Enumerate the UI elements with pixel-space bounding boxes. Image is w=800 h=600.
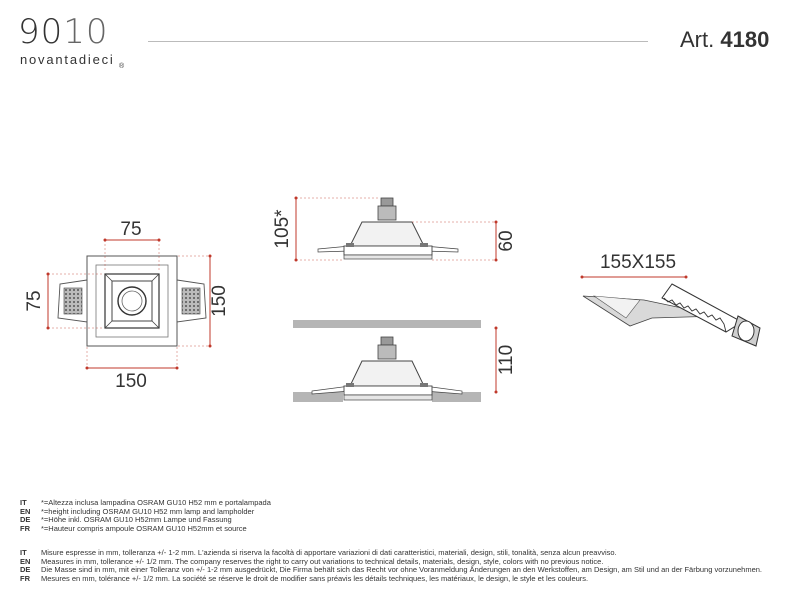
dim-left-height: 75 <box>24 290 45 312</box>
dim-section-height: 110 <box>496 344 517 376</box>
article-number: 4180 <box>720 27 770 52</box>
note-text: *=Höhe inkl. OSRAM GU10 H52mm Lampe und Fassung <box>41 515 232 525</box>
right-grill <box>182 288 200 314</box>
lang-code: FR <box>20 573 30 583</box>
bulb-body <box>378 206 396 220</box>
fixture-body <box>350 222 424 246</box>
logo-registered-mark: ® <box>119 63 125 70</box>
lang-code: IT <box>20 498 27 507</box>
side-view <box>272 198 517 260</box>
logo-digits-a: 90 <box>18 12 64 52</box>
measure-notes <box>20 549 762 583</box>
dim-cutout: 155X155 <box>599 252 677 273</box>
dim-side-height-star: 105* <box>272 209 293 249</box>
lang-code: DE <box>20 515 31 525</box>
note-row <box>20 575 762 584</box>
note-text: Measures in mm, tollerance +/- 1/2 mm. The company reserves the right to carry out variations to technical details, materials, design, style, colors with no previous notice. <box>41 556 604 566</box>
plate-section <box>344 246 432 255</box>
note-text: Misure espresse in mm, tolleranza +/- 1-2 mm. L'azienda si riserva la facoltà di apportare variazioni di dati caratteristici, materiali, design, stili, tonalità, senza alcun preavviso. <box>41 548 617 557</box>
logo-wordmark: novantadieci <box>20 52 115 67</box>
note-row <box>20 525 271 534</box>
section-view <box>293 320 517 402</box>
lang-code: EN <box>20 506 31 516</box>
note-text: *=height including OSRAM GU10 H52 mm lamp and lampholder <box>41 506 255 516</box>
note-text: *=Altezza inclusa lampadina OSRAM GU10 H52 mm e portalampada <box>41 498 271 507</box>
height-notes <box>20 499 271 533</box>
note-text: *=Hauteur compris ampoule OSRAM GU10 H52mm et source <box>41 523 247 533</box>
lang-code: FR <box>20 523 30 533</box>
lang-code: DE <box>20 565 31 575</box>
left-grill <box>64 288 82 314</box>
lang-code: IT <box>20 548 27 557</box>
dim-top-width: 75 <box>120 219 142 240</box>
logo-digits-b: 10 <box>63 12 109 52</box>
dim-bottom-width: 150 <box>115 371 147 392</box>
note-text: Die Masse sind in mm, mit einer Tolleranz von +/- 1-2 mm ausgedrückt, Die Firma behält sich das Recht vor ohne Voranmeldung Änderungen an den Werkstoffen, am Design, am Stil und an der Färbung vorzunehmen. <box>41 565 762 575</box>
plate-outline <box>87 256 177 346</box>
top-view <box>24 219 230 392</box>
cutout-view <box>582 252 760 346</box>
dim-side-height: 60 <box>496 230 517 252</box>
dim-right-height: 150 <box>209 285 230 317</box>
lang-code: EN <box>20 556 31 566</box>
note-text: Mesures en mm, tolérance +/- 1/2 mm. La société se réserve le droit de modifier sans préavis les détails techniques, les matériaux, le design, le style et les couleurs. <box>41 573 589 583</box>
ceiling-top <box>293 320 481 328</box>
bulb-top <box>381 198 393 206</box>
article-prefix: Art. <box>680 27 715 52</box>
